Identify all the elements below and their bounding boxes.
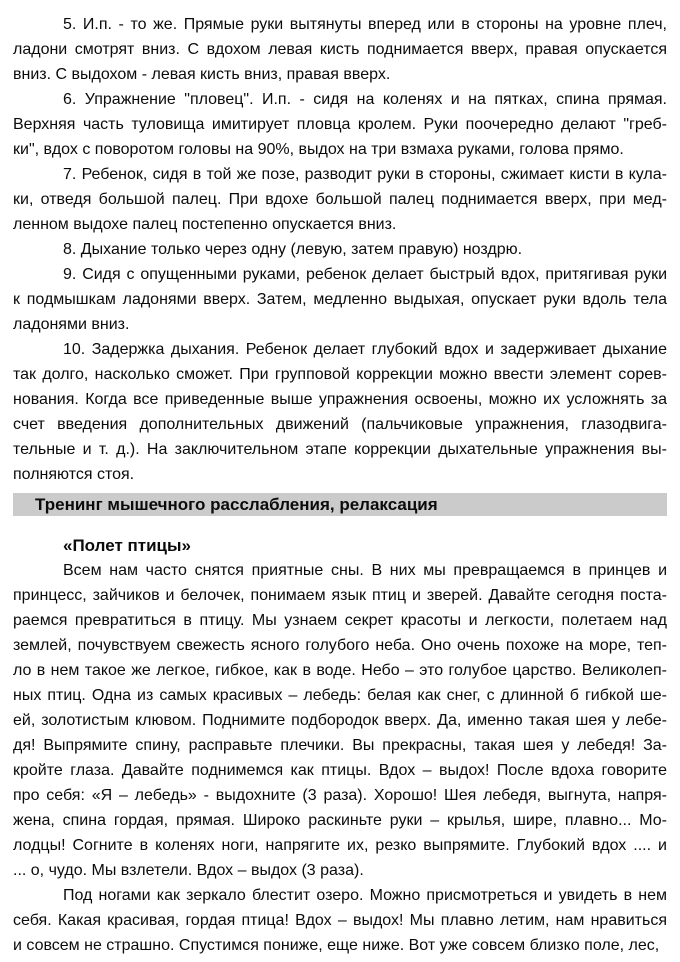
text-line: кройте глаза. Давайте поднимемся как птицы. Вдох – выдох! После вдоха говорите (13, 762, 667, 779)
text-line: жена, спина гордая, прямая. Широко раскиньте руки – крылья, шире, плавно... Мо- (13, 812, 667, 829)
text-line: ладони смотрят вниз. С вдохом левая кисть поднимается вверх, правая опускается (13, 41, 667, 58)
text-line: и совсем не страшно. Спустимся пониже, еще ниже. Вот уже совсем близко поле, лес, (13, 937, 660, 954)
text-line: про себя: «Я – лебедь» - выдохните (3 раза). Хорошо! Шея лебедя, выгнута, напря- (13, 787, 667, 804)
paragraph (13, 558, 667, 883)
paragraph (13, 162, 667, 237)
document-content (13, 12, 667, 958)
text-line: тельные и т. д.). На заключительном этапе коррекции дыхательные упражнения вы- (13, 441, 667, 458)
text-line: нования. Когда все приведенные выше упражнения освоены, можно их усложнять за (13, 391, 667, 408)
text-line: себя. Какая красивая, гордая птица! Вдох – выдох! Мы плавно летим, нам нравиться (13, 912, 667, 929)
text-line: 6. Упражнение "пловец". И.п. - сидя на коленях и на пятках, спина прямая. (63, 91, 667, 108)
paragraph (13, 883, 667, 958)
text-line: Всем нам часто снятся приятные сны. В них мы превращаемся в принцев и (63, 562, 667, 579)
text-line: 10. Задержка дыхания. Ребенок делает глубокий вдох и задерживает дыхание (63, 341, 667, 358)
text-line: ло в нем такое же легкое, гибкое, как в воде. Небо – это голубое царство. Великолеп- (13, 662, 667, 679)
paragraph (13, 12, 667, 87)
paragraph (13, 337, 667, 487)
text-line: принцесс, зайчиков и белочек, понимаем язык птиц и зверей. Давайте сегодня поста- (13, 587, 667, 604)
paragraph (13, 237, 667, 262)
text-line: 9. Сидя с опущенными руками, ребенок делает быстрый вдох, притягивая руки (63, 266, 667, 283)
paragraph (13, 87, 667, 162)
text-line: 7. Ребенок, сидя в той же позе, разводит руки в стороны, сжимает кисти в кула- (63, 166, 667, 183)
text-line: Верхняя часть туловища имитирует пловца кролем. Руки поочередно делают "греб- (13, 116, 667, 133)
text-line: 8. Дыхание только через одну (левую, затем правую) ноздрю. (63, 241, 523, 258)
text-line: ей, золотистым клювом. Поднимите подбородок вверх. Да, именно такая шея у лебе- (13, 712, 667, 729)
text-line: Под ногами как зеркало блестит озеро. Можно присмотреться и увидеть в нем (63, 887, 667, 904)
text-line: счет введения дополнительных движений (пальчиковые упражнения, глазодвига- (13, 416, 667, 433)
text-line: ки", вдох с поворотом головы на 90%, выдох на три взмаха руками, голова прямо. (13, 141, 624, 158)
text-line: к подмышкам ладонями вверх. Затем, медленно выдыхая, опускает руки вдоль тела (13, 291, 667, 308)
text-line: ... о, чудо. Мы взлетели. Вдох – выдох (3 раза). (13, 862, 364, 879)
text-line: дя! Выпрямите спину, расправьте плечики. Вы прекрасны, такая шея у лебедя! За- (13, 737, 667, 754)
text-line: лодцы! Согните в коленях ноги, напрягите их, резко выпрямите. Глубокий вдох .... и (13, 837, 667, 854)
text-line: ных птиц. Одна из самых красивых – лебедь: белая как снег, с длинной б гибкой ше- (13, 687, 667, 704)
text-line: раемся превратиться в птицу. Мы узнаем секрет красоты и легкости, полетаем над (13, 612, 667, 629)
subheading: «Полет птицы» (63, 536, 191, 555)
text-line: ладонями вниз. (13, 316, 130, 333)
text-line: ки, отведя большой палец. При вдохе большой палец поднимается вверх, при мед- (13, 191, 667, 208)
text-line: так долго, насколько сможет. При групповой коррекции можно ввести элемент сорев- (13, 366, 667, 383)
text-line: полняются стоя. (13, 466, 135, 483)
section-header: Тренинг мышечного расслабления, релаксация (13, 493, 667, 516)
text-line: 5. И.п. - то же. Прямые руки вытянуты вперед или в стороны на уровне плеч, (63, 16, 667, 33)
text-line: вниз. С выдохом - левая кисть вниз, правая вверх. (13, 66, 391, 83)
paragraph (13, 262, 667, 337)
text-line: землей, почувствуем свежесть ясного голубого неба. Оно очень похоже на море, теп- (13, 637, 667, 654)
text-line: ленном выдохе палец постепенно опускается вниз. (13, 216, 397, 233)
